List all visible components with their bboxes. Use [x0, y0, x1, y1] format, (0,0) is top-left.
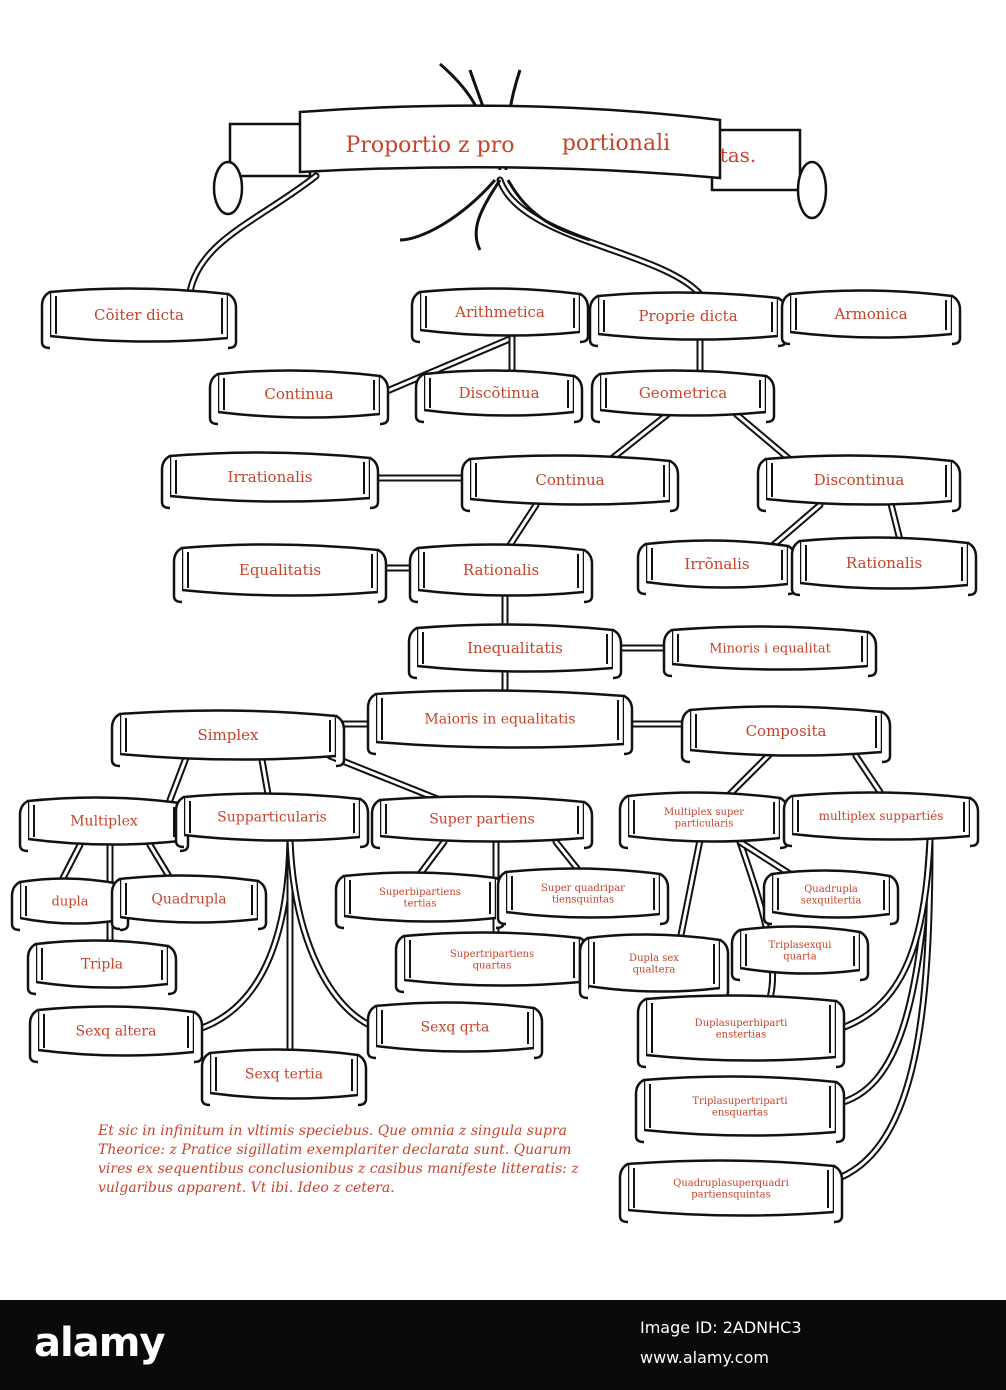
scroll-label [264, 385, 333, 403]
scroll-label [421, 1020, 490, 1036]
scroll-label-line: Dupla sex [629, 952, 679, 964]
scroll-label-line: tertias [403, 898, 437, 910]
scroll-label-line: Rationalis [845, 554, 923, 572]
scroll-label-line: enstertias [715, 1029, 767, 1041]
scroll-quadrupla [112, 875, 266, 929]
title-part-2: portionali [561, 131, 671, 156]
connector-line-inner [730, 754, 770, 794]
scroll-label [52, 894, 89, 909]
scroll-multiplex-super [620, 792, 788, 848]
scroll-curl-right [584, 802, 592, 848]
scroll-equalitatis [174, 544, 386, 602]
scroll-curl-right [380, 376, 388, 424]
scroll-label-line: Sexq altera [75, 1023, 157, 1040]
scroll-label-line: Equalitatis [238, 561, 322, 579]
scroll-curl-left [636, 1080, 644, 1142]
scroll-curl-right [360, 799, 368, 847]
scroll-label [846, 554, 922, 572]
scroll-label [709, 641, 832, 656]
scroll-curl-left [580, 938, 588, 998]
scroll-label [217, 810, 327, 826]
scroll-quadrupla-superquadri [620, 1160, 842, 1222]
scroll-curl-right [860, 932, 868, 980]
scroll-curl-left [176, 797, 184, 847]
scroll-curl-right [766, 376, 774, 422]
scroll-geometrica [592, 370, 774, 422]
scroll-curl-right [670, 461, 678, 511]
scroll-curl-right [194, 1012, 202, 1062]
scroll-label [94, 306, 184, 324]
connector-line-inner [680, 840, 700, 940]
scroll-minoris [664, 626, 876, 676]
scroll-label [535, 471, 604, 489]
scroll-curl-left [42, 292, 50, 348]
scroll-curl-left [784, 796, 792, 846]
scroll-label-line: quartas [472, 960, 512, 972]
scroll-sexq-qrta [368, 1002, 542, 1058]
scroll-label-line: quarta [783, 951, 817, 963]
scroll-label-line: Armonica [834, 305, 908, 323]
scroll-curl-left [462, 459, 470, 511]
scroll-supparticularis [176, 793, 368, 847]
scroll-tripla-sexq [732, 926, 868, 980]
scroll-curl-left [638, 544, 646, 594]
scroll-sexq-altera [30, 1006, 202, 1062]
scroll-curl-left [498, 872, 506, 924]
connector-line-inner [856, 756, 880, 792]
scroll-curl-right [378, 550, 386, 602]
banner-roll-right [798, 162, 826, 218]
scroll-curl-left [620, 1164, 628, 1222]
scroll-super-quadripartiens [498, 868, 668, 924]
scroll-label-line: Discontinua [813, 471, 905, 489]
connector-line-inner [420, 842, 444, 874]
scroll-label [70, 814, 138, 830]
connector-line [500, 180, 700, 294]
scroll-label [239, 561, 321, 579]
scroll-label-line: Inequalitatis [467, 639, 563, 657]
scroll-curl-right [952, 461, 960, 511]
scroll-curl-right [336, 716, 344, 766]
scroll-label [228, 468, 313, 486]
scroll-label-line: multiplex suppartiés [818, 809, 944, 823]
scroll-curl-right [228, 294, 236, 348]
scroll-curl-right [258, 881, 266, 929]
scroll-curl-right [968, 543, 976, 595]
scroll-label-line: dupla [51, 894, 89, 910]
scroll-curl-left [758, 459, 766, 511]
scroll-rationalis-c [410, 544, 592, 602]
scroll-curl-left [112, 714, 120, 766]
scroll-label-line: Quadrupla [151, 891, 227, 908]
scroll-superbipartiens [336, 872, 504, 928]
scroll-curl-left [112, 879, 120, 929]
connector-line-inner [330, 756, 440, 800]
scroll-curl-left [682, 710, 690, 762]
scroll-label [638, 307, 737, 325]
scroll-label [454, 303, 545, 321]
scroll-curl-right [580, 294, 588, 342]
scroll-label-line: Supparticularis [217, 809, 327, 826]
scroll-curl-right [836, 1001, 844, 1067]
scroll-curl-right [660, 874, 668, 924]
scroll-curl-right [168, 946, 176, 994]
scroll-curl-right [834, 1166, 842, 1222]
scroll-label [458, 384, 539, 402]
scroll-curl-right [613, 630, 621, 678]
banner-roll-left [214, 162, 242, 214]
scroll-label [629, 953, 679, 976]
scroll-label [814, 471, 905, 489]
scroll-label-line: Arithmetica [455, 303, 545, 321]
title-banner [214, 64, 826, 250]
connector-line-inner [510, 505, 536, 545]
footer-bar [0, 1300, 1006, 1390]
scroll-curl-right [836, 1082, 844, 1142]
scroll-simplex [112, 710, 344, 766]
scroll-label-line: Continua [535, 471, 605, 489]
scroll-curl-right [970, 798, 978, 846]
scroll-label-line: Minoris i equalitat [709, 641, 831, 657]
scroll-label-line: Triplasexqui [768, 939, 832, 951]
scroll-curl-right [952, 296, 960, 344]
scroll-label-line: Multiplex [70, 813, 138, 830]
scroll-multiplex-suppart [784, 792, 978, 846]
scroll-sexq-tertia [202, 1049, 366, 1105]
scroll-tripla-supertri [636, 1076, 844, 1142]
scroll-inequalitatis [409, 624, 621, 678]
scroll-coiter [42, 288, 236, 348]
scroll-label-line: Maioris in equalitatis [424, 711, 576, 728]
scroll-label-line: Duplasuperbiparti [694, 1017, 788, 1029]
scroll-curl-right [624, 696, 632, 754]
scroll-quadrupla-sexq [764, 870, 898, 924]
scroll-composita [682, 706, 890, 762]
scroll-label-line: Multiplex super [663, 806, 745, 818]
title-part-1: Proportio z pro [345, 133, 515, 158]
connector-line [190, 176, 316, 292]
scroll-curl-right [534, 1008, 542, 1058]
scroll-label [746, 722, 827, 740]
scroll-label [429, 812, 535, 828]
scroll-curl-left [782, 294, 790, 344]
scroll-curl-right [358, 1055, 366, 1105]
site-url: www.alamy.com [640, 1348, 769, 1367]
scroll-curl-left [409, 628, 417, 678]
caption-text: Et sic in infinitum in vltimis speciebus. Que omnia z singula supra Theorice: z Pratice sigillatim exemplariter declarata sunt. Quarum vires ex sequentibus conclusionibus z casibus manifeste litteratis: z vulgaribus apparent. Vt ibi. Ideo z cetera. [98, 1123, 579, 1196]
scroll-multiplex [20, 797, 188, 851]
scroll-label-line: Rationalis [462, 561, 540, 579]
scroll-superpartiens [372, 796, 592, 848]
scroll-irronalis [638, 540, 796, 594]
scroll-label-line: partiensquintas [691, 1189, 771, 1201]
scroll-curl-right [370, 458, 378, 508]
scroll-curl-left [28, 944, 36, 994]
scroll-continua-g [462, 455, 678, 511]
scroll-discotinua [416, 370, 582, 422]
scroll-label [664, 807, 744, 830]
scroll-label-line: Quadrupla [804, 883, 858, 895]
scroll-label-line: Proprie dicta [638, 307, 738, 325]
scroll-label [801, 884, 862, 907]
scroll-curl-left [792, 541, 800, 595]
scroll-irrationalis [162, 452, 378, 508]
scroll-label-line: ensquartas [711, 1107, 769, 1119]
scroll-label-line: Composita [745, 722, 827, 740]
scroll-label-line: Sexq tertia [244, 1066, 324, 1083]
scroll-curl-left [368, 694, 376, 754]
connector-line-inner [170, 758, 186, 800]
scroll-curl-left [396, 936, 404, 992]
scroll-label [245, 1067, 323, 1083]
scroll-proprie [590, 292, 786, 346]
scroll-curl-left [590, 296, 598, 346]
scroll-armonica [782, 290, 960, 344]
scroll-label [76, 1024, 157, 1040]
scroll-label-line: Super quadripar [541, 882, 625, 894]
brand-logo: alamy [34, 1320, 165, 1366]
scroll-label-line: Tripla [80, 956, 124, 973]
scroll-curl-left [664, 630, 672, 676]
scroll-label-line: qualtera [632, 964, 676, 976]
scroll-curl-left [416, 374, 424, 422]
scroll-label-line: Discõtinua [458, 384, 540, 402]
scroll-label-line: Sexq qrta [420, 1019, 490, 1036]
scroll-supertripartiens [396, 932, 588, 992]
scroll-curl-right [720, 940, 728, 998]
scroll-label [197, 726, 259, 744]
scroll-label [151, 892, 226, 908]
scroll-curl-right [574, 376, 582, 422]
scroll-maioris [368, 690, 632, 754]
scroll-curl-right [584, 550, 592, 602]
scroll-curl-right [890, 876, 898, 924]
scroll-curl-left [732, 930, 740, 980]
scroll-label-line: Super partiens [429, 811, 535, 828]
scroll-curl-left [174, 548, 182, 602]
scroll-label [684, 555, 749, 573]
scroll-curl-left [20, 801, 28, 851]
scroll-curl-left [592, 374, 600, 422]
scroll-label-line: Irrõnalis [684, 555, 750, 573]
scroll-label-line: Geometrica [638, 384, 728, 402]
scroll-curl-left [30, 1010, 38, 1062]
root-stroke [476, 180, 500, 250]
scroll-curl-left [202, 1053, 210, 1105]
scroll-label-line: sexquitertia [800, 895, 862, 907]
scroll-label [541, 883, 625, 906]
scroll-label-line: tiensquintas [551, 894, 615, 906]
scroll-continua-a [210, 370, 388, 424]
scroll-dupla-sexqualtera [580, 934, 728, 998]
scroll-label-line: Supertripartiens [449, 948, 535, 960]
scroll-label-line: Superbipartiens [379, 886, 461, 898]
scroll-label-line: Continua [264, 385, 334, 403]
title-part-3: tas. [719, 143, 757, 167]
scroll-label [467, 639, 563, 657]
scroll-label-line: particularis [674, 818, 734, 830]
scroll-dupla-superbi [638, 995, 844, 1067]
connector-line-inner [150, 845, 170, 878]
scroll-curl-right [868, 632, 876, 676]
scroll-arithmetica [412, 288, 588, 342]
scroll-rationalis-d [792, 537, 976, 595]
scroll-tripla [28, 940, 176, 994]
scroll-curl-left [336, 876, 344, 928]
scroll-label-line: Quadruplasuperquadri [673, 1177, 789, 1189]
scroll-label [463, 561, 539, 579]
scroll-curl-left [368, 1006, 376, 1058]
scroll-label [639, 384, 727, 402]
scroll-curl-left [638, 999, 646, 1067]
scroll-dupla [12, 878, 128, 930]
scroll-label-line: Triplasupertriparti [692, 1095, 788, 1107]
scroll-label [833, 305, 907, 323]
scroll-curl-left [372, 800, 380, 848]
scroll-curl-right [882, 712, 890, 762]
scroll-curl-left [162, 456, 170, 508]
banner-end-left [230, 124, 310, 176]
scroll-label-line: Irrationalis [227, 468, 313, 486]
scroll-curl-left [210, 374, 218, 424]
scroll-curl-left [764, 874, 772, 924]
scroll-label [819, 809, 944, 823]
scroll-label-line: Simplex [197, 726, 259, 744]
connector-line-inner [62, 845, 80, 880]
scroll-nodes [12, 64, 978, 1222]
connector-line [290, 840, 376, 1028]
image-id-label: Image ID: 2ADNHC3 [640, 1318, 802, 1337]
scroll-curl-left [12, 882, 20, 930]
scroll-curl-left [410, 548, 418, 602]
scroll-curl-left [620, 796, 628, 848]
scroll-label [81, 957, 123, 973]
scroll-discontinua [758, 455, 960, 511]
scroll-curl-left [412, 292, 420, 342]
scroll-label-line: Cõiter dicta [94, 306, 184, 324]
scroll-label [424, 712, 575, 728]
